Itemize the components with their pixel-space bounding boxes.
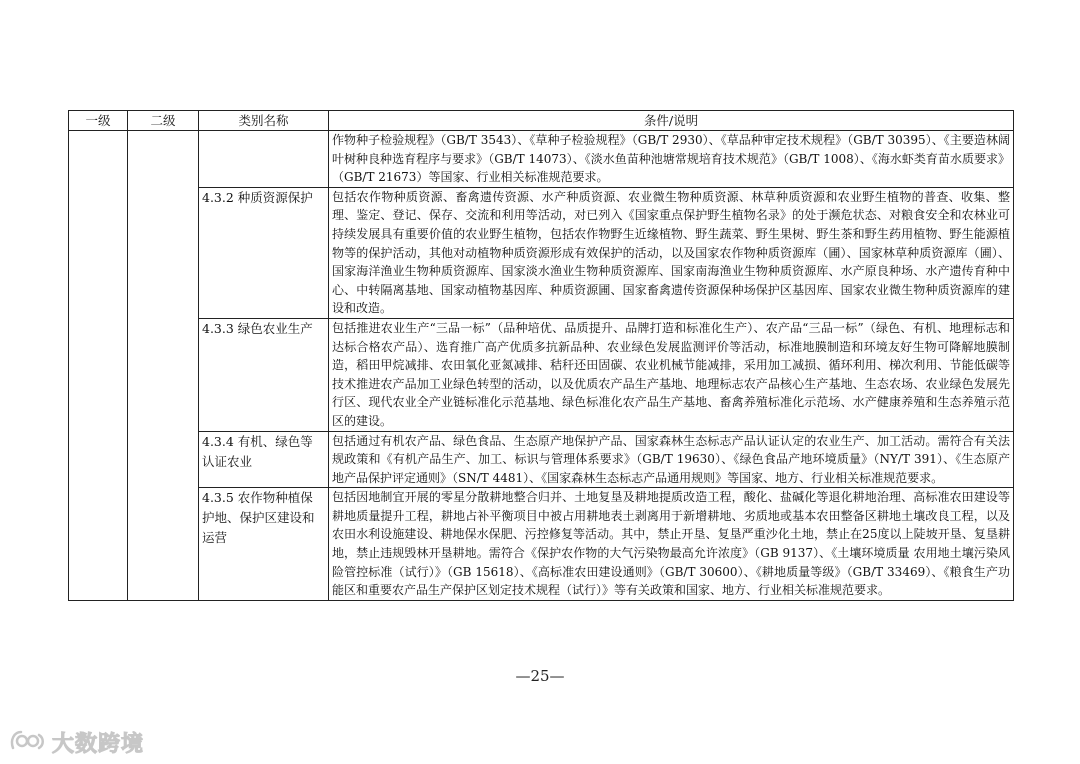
header-condition: 条件/说明 [329, 111, 1014, 131]
header-category: 类别名称 [199, 111, 329, 131]
condition-cell: 包括推进农业生产“三品一标”（品种培优、品质提升、品牌打造和标准化生产）、农产品“三品一标”（绿色、有机、地理标志和达标合格农产品）、选育推广高产优质多抗新品种、农业绿色发展监测评价等活动，标准地膜制造和环境友好生物可降解地膜制造，稻田甲烷减排、农田氧化亚氮减排、秸秆还田固碳、农业机械节能减排，采用加工减损、循环利用、梯次利用、节能低碳等技术推进农产品加工业绿色转型的活动，以及优质农产品生产基地、地理标志农产品核心生产基地、生态农场、农业绿色发展先行区、现代农业全产业链标准化示范基地、绿色标准化农产品生产基地、畜禽养殖标准化示范场、水产健康养殖和生态养殖示范区的建设。 [329, 318, 1014, 431]
table-row [69, 431, 1014, 488]
category-cell: 4.3.2 种质资源保护 [199, 187, 329, 318]
category-table [68, 110, 1014, 601]
condition-cell: 包括因地制宜开展的零星分散耕地整合归并、土地复垦及耕地提质改造工程，酸化、盐碱化等退化耕地治理、高标准农田建设等耕地质量提升工程，耕地占补平衡项目中被占用耕地表土剥离用于新增耕地、劣质地或基本农田整备区耕地土壤改良工程，以及农田水利设施建设、耕地保水保肥、污控修复等活动。其中，禁止开垦、复垦严重沙化土地，禁止在25度以上陡坡开垦、复垦耕地，禁止违规毁林开垦耕地。需符合《保护农作物的大气污染物最高允许浓度》（GB 9137）、《土壤环境质量 农用地土壤污染风险管控标准（试行）》（GB 15618）、《高标准农田建设通则》（GB/T 30600）、《耕地质量等级》（GB/T 33469）、《粮食生产功能区和重要农产品生产保护区划定技术规程（试行）》等有关政策和国家、地方、行业相关标准规范要求。 [329, 488, 1014, 601]
category-cell: 4.3.3 绿色农业生产 [199, 318, 329, 431]
condition-cell: 包括农作物种质资源、畜禽遗传资源、水产种质资源、农业微生物种质资源、林草种质资源和农业野生植物的普查、收集、整理、鉴定、登记、保存、交流和利用等活动，对已列入《国家重点保护野生植物名录》的处于濒危状态、对粮食安全和农林业可持续发展具有重要价值的农业野生植物，包括农作物野生近缘植物、野生蔬菜、野生果树、野生茶和野生药用植物、野生能源植物等的保护活动，其他对动植物种质资源形成有效保护的活动，以及国家农作物种质资源库（圃）、国家林草种质资源库（圃）、国家海洋渔业生物种质资源库、国家淡水渔业生物种质资源库、国家南海渔业生物种质资源库、水产原良种场、水产遗传育种中心、中转隔离基地、国家动植物基因库、种质资源圃、国家畜禽遗传资源保种场保护区基因库、国家农业微生物种质资源库的建设和改造。 [329, 187, 1014, 318]
category-cell: 4.3.5 农作物种植保护地、保护区建设和运营 [199, 488, 329, 601]
table-header-row [69, 111, 1014, 131]
table-row [69, 488, 1014, 601]
category-cell: 4.3.4 有机、绿色等认证农业 [199, 431, 329, 488]
dashujk-logo-icon [8, 726, 48, 758]
header-level1: 一级 [69, 111, 128, 131]
level2-cell [128, 131, 199, 601]
watermark-text: 大数跨境 [52, 731, 145, 757]
table-row [69, 318, 1014, 431]
table-row [69, 131, 1014, 188]
category-cell [199, 131, 329, 188]
watermark [8, 726, 144, 758]
page-number: —25— [515, 667, 565, 685]
level1-cell [69, 131, 128, 601]
condition-cell: 包括通过有机农产品、绿色食品、生态原产地保护产品、国家森林生态标志产品认证认定的农业生产、加工活动。需符合有关法规政策和《有机产品生产、加工、标识与管理体系要求》（GB/T 19630）、《绿色食品产地环境质量》（NY/T 391）、《生态原产地产品保护评定通则》（SN/T 4481）、《国家森林生态标志产品通用规则》等国家、地方、行业相关标准规范要求。 [329, 431, 1014, 488]
table-row [69, 187, 1014, 318]
header-level2: 二级 [128, 111, 199, 131]
condition-cell: 作物种子检验规程》（GB/T 3543）、《草种子检验规程》（GB/T 2930）、《草品种审定技术规程》（GB/T 30395）、《主要造林阔叶树种良种选育程序与要求》（GB/T 14073）、《淡水鱼苗种池塘常规培育技术规范》（GB/T 1008）、《海水虾类育苗水质要求》（GB/T 21673）等国家、行业相关标准规范要求。 [329, 131, 1014, 188]
